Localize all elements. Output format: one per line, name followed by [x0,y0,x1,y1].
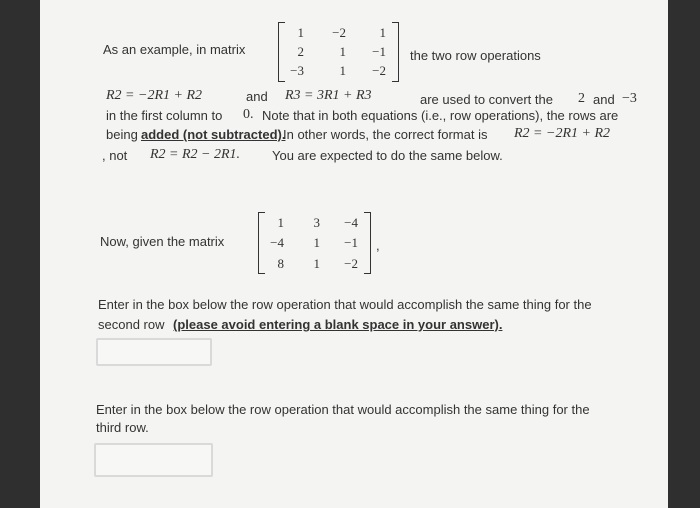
part1-text: Enter in the box below the row operation that would accomplish the same thing for the [98,297,592,312]
line3-prefix: being [106,127,138,142]
used-text: are used to convert the [420,92,553,107]
matrix-cell: −2 [372,63,386,78]
question-page [40,0,668,508]
row-op-2: R3 = 3R1 + R3 [285,88,372,103]
second-row-answer-input[interactable] [96,338,212,366]
matrix-cell: 1 [313,256,320,271]
matrix-cell: 3 [313,215,320,230]
and-word: and [246,89,268,104]
matrix-comma: , [376,238,380,253]
matrix-cell: 1 [339,44,346,59]
value-2: 2 [578,91,585,106]
added-emphasis: added (not subtracted). [141,127,286,142]
example-after-matrix: the two row operations [410,48,541,63]
matrix-cell: 2 [297,44,304,59]
example-intro: As an example, in matrix [103,42,246,57]
matrix-cell: −2 [332,25,346,40]
zero-value: 0. [243,107,254,122]
matrix-cell: 1 [297,25,304,40]
matrix-cell: −2 [344,256,358,271]
right-bracket [392,22,399,82]
incorrect-format: R2 = R2 − 2R1. [150,147,241,162]
matrix-cell: −3 [290,63,304,78]
third-row-answer-input[interactable] [94,443,213,477]
and-word-2: and [593,92,615,107]
matrix-cell: 1 [277,215,284,230]
part2-text: Enter in the box below the row operation that would accomplish the same thing for the [96,402,590,417]
line3-rest: In other words, the correct format is [283,127,488,142]
matrix-cell: 1 [339,63,346,78]
matrix-cell: 8 [277,256,284,271]
part1-second-row: second row [98,317,165,332]
matrix-cell: −4 [270,235,284,250]
matrix-cell: −1 [372,44,386,59]
part1-warning: (please avoid entering a blank space in your answer). [173,317,503,332]
line4-rest: You are expected to do the same below. [272,148,503,163]
correct-format: R2 = −2R1 + R2 [514,126,610,141]
question-intro: Now, given the matrix [100,234,225,249]
right-bracket [364,212,371,274]
value-neg3: −3 [622,91,637,106]
matrix-cell: −4 [344,215,358,230]
line4-prefix: , not [102,148,128,163]
line2-rest: Note that in both equations (i.e., row operations), the rows are [262,108,619,123]
row-op-1: R2 = −2R1 + R2 [106,88,202,103]
matrix-cell: −1 [344,235,358,250]
matrix-cell: 1 [379,25,386,40]
line2-text: in the first column to [106,108,223,123]
matrix-cell: 1 [313,235,320,250]
part2-third-row: third row. [96,420,149,435]
